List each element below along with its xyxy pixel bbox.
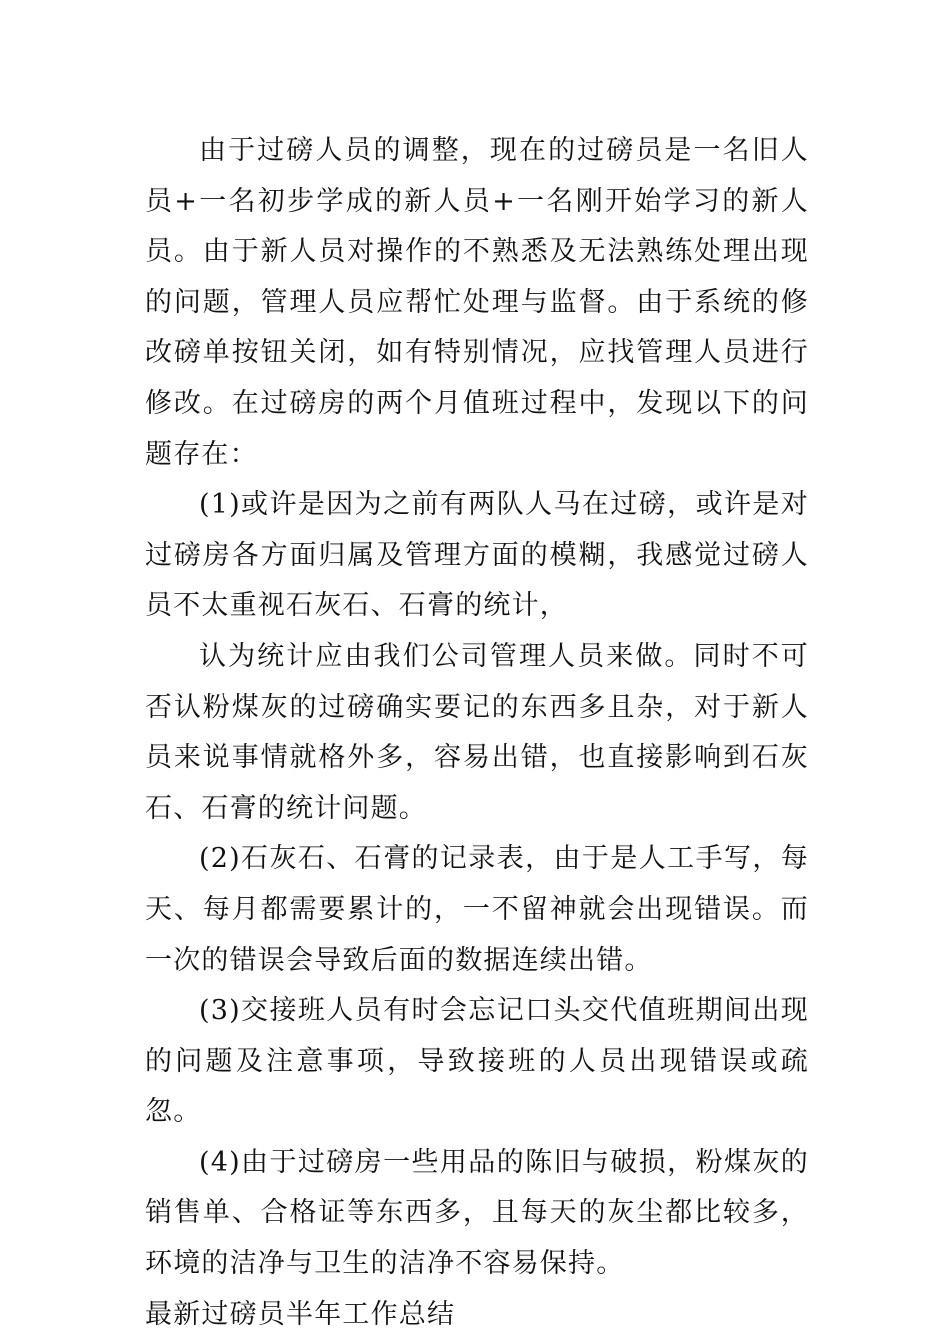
paragraph-issue-2: (2)石灰石、石膏的记录表，由于是人工手写，每天、每月都需要累计的，一不留神就会出现错误。而一次的错误会导致后面的数据连续出错。 xyxy=(145,843,809,976)
paragraph-issue-1-continued: 认为统计应由我们公司管理人员来做。同时不可否认粉煤灰的过磅确实要记的东西多且杂，对于新人员来说事情就格外多，容易出错，也直接影响到石灰石、石膏的统计问题。 xyxy=(145,640,809,824)
paragraph-issue-1: (1)或许是因为之前有两队人马在过磅，或许是对过磅房各方面归属及管理方面的模糊，我感觉过磅人员不太重视石灰石、石膏的统计， xyxy=(145,489,809,622)
document-body xyxy=(145,126,809,1340)
paragraph-intro: 由于过磅人员的调整，现在的过磅员是一名旧人员+一名初步学成的新人员+一名刚开始学习的新人员。由于新人员对操作的不熟悉及无法熟练处理出现的问题，管理人员应帮忙处理与监督。由于系统的修改磅单按钮关闭，如有特别情况，应找管理人员进行修改。在过磅房的两个月值班过程中，发现以下的问题存在： xyxy=(145,135,809,470)
paragraph-issue-4: (4)由于过磅房一些用品的陈旧与破损，粉煤灰的销售单、合格证等东西多，且每天的灰尘都比较多，环境的洁净与卫生的洁净不容易保持。 xyxy=(145,1146,809,1280)
paragraph-issue-3: (3)交接班人员有时会忘记口头交代值班期间出现的问题及注意事项，导致接班的人员出现错误或疏忽。 xyxy=(145,995,809,1128)
footer-heading: 最新过磅员半年工作总结 xyxy=(145,1298,456,1330)
